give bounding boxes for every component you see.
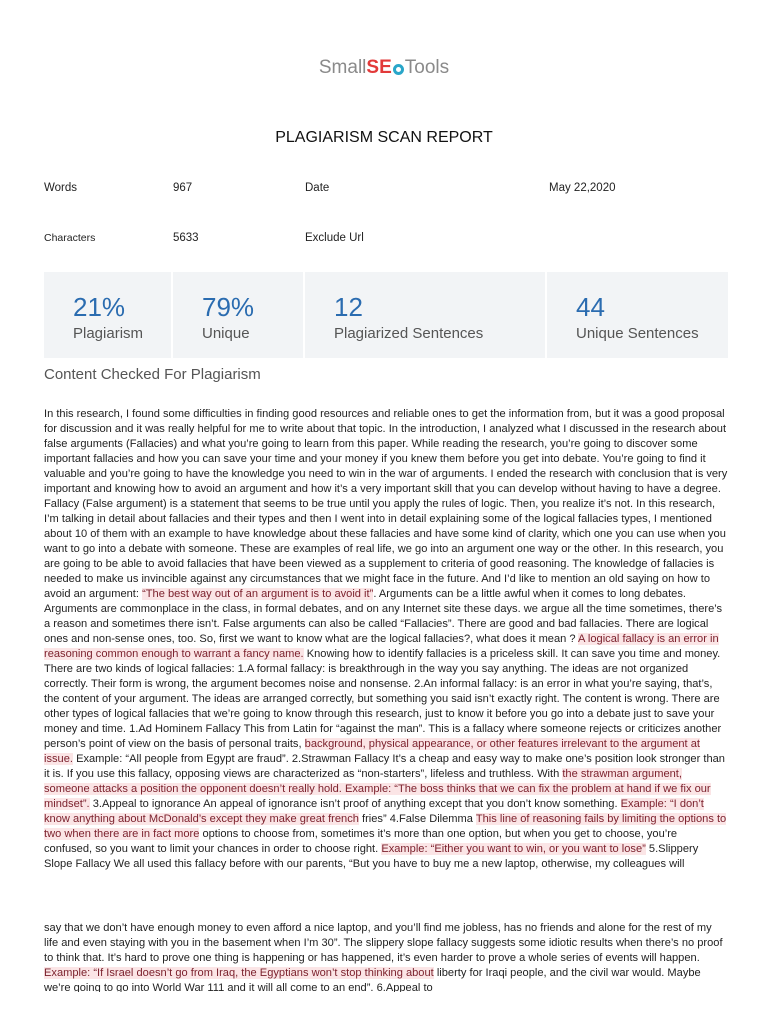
content-section-title: Content Checked For Plagiarism bbox=[44, 366, 261, 383]
plagiarized-sentence[interactable]: background, physical appearance, or other features irrelevant to the argument at issue. bbox=[44, 738, 700, 765]
characters-value: 5633 bbox=[173, 232, 199, 244]
stat-unique-sentences bbox=[547, 272, 728, 358]
checked-content-paragraph-continued: say that we don’t have enough money to even afford a nice laptop, and you’ll find me jobless, has no friends and alone for the rest of my life and even staying with you in the basement when I’m 30”. The slippery slope fallacy suggests some idiotic results when there’s no proof to think that. It’s hard to prove one thing is happening or has happened, it’s even harder to prove a whole series of events will happen. Example: “If Israel doesn’t go from Iraq, the Egyptians won’t stop thinking about liberty for Iraqi people, and the civil war would. Maybe we’re going to go into World War 111 and it will all come to an end”. 6.Appeal to bbox=[44, 922, 723, 992]
plagiarized-sentence[interactable]: “The best way out of an argument is to avoid it” bbox=[142, 588, 374, 600]
stat-unique bbox=[173, 272, 303, 358]
plagiarized-sentence[interactable]: Example: “Either you want to win, or you want to lose” bbox=[381, 843, 646, 855]
plagiarized-sentence[interactable]: Example: “If Israel doesn’t go from Iraq, the Egyptians won’t stop thinking about bbox=[44, 967, 434, 979]
words-value: 967 bbox=[173, 182, 193, 194]
date-value: May 22,2020 bbox=[549, 182, 616, 194]
exclude-url-label: Exclude Url bbox=[305, 232, 364, 244]
date-label: Date bbox=[305, 182, 330, 194]
smallseotools-logo[interactable]: SmallSE Tools bbox=[318, 57, 450, 78]
stat-value: 12 bbox=[334, 292, 363, 322]
plagiarized-sentence[interactable]: A logical fallacy is an error in reasoning common enough to warrant a fancy name. bbox=[44, 633, 719, 660]
words-label: Words bbox=[44, 182, 78, 194]
stats-panel bbox=[44, 272, 728, 358]
stat-value: 21% bbox=[73, 292, 126, 322]
stat-value: 44 bbox=[576, 292, 605, 322]
stat-label: Unique bbox=[202, 325, 250, 342]
magnifier-icon bbox=[393, 64, 404, 75]
checked-content-paragraph: In this research, I found some difficulties in finding good resources and reliable ones to get the information from, but it was a good proposal for discussion and it was really helpful for me to write about that topic. In the introduction, I analyzed what I discussed in the research about false arguments (Fallacies) and what you’re going to learn from this paper. While reading the research, you’re going to discover some important fallacies and how you can save your time and your money if you knew them before you get into debate. You’re going to find it valuable and you’re going to have the knowledge you need to win in the war of arguments. I ended the research with conclusion that is very important and knowing how to avoid an argument and how it’s a very important skill that you can develop without having to have a degree. Fallacy (False argument) is a statement that seems to be true until you apply the rules of logic. Then, you realize it’s not. In this research, I’m talking in detail about fallacies and their types and then I went into in detail explaining some of the logical fallacies types, I mentioned about 10 of them with an example to have knowledge about these fallacies and have some kind of clarity, which one you can use when you want to go into a debate with someone. These are examples of real life, we go into an argument one way or the other. In this research, you are going to be able to avoid fallacies that have been viewed as a supplement to criteria of good reasoning. The knowledge of fallacies is needed to make us invincible against any circumstances that we might face in the future. And I’d like to mention an old saying on how to avoid an argument: “The best way out of an argument is to avoid it”. Arguments can be a little awful when it comes to long debates. Arguments are commonplace in the class, in formal debates, and on any Internet site these days. we argue all the time sometimes, there’s a reason and sometimes there isn’t. False arguments can also be called “Fallacies”. There are good and bad fallacies. There are logical ones and non-sense ones, too. So, first we want to know what are the logical fallacies?, what does it mean ? A logical fallacy is an error in reasoning common enough to warrant a fancy name. Knowing how to identify fallacies is a priceless skill. It can save you time and money. There are two kinds of logical fallacies: 1.A formal fallacy: is breakthrough in the way you say anything. The ideas are not organized correctly. Their form is wrong, the argument becomes noise and nonsense. 2.An informal fallacy: is an error in what you’re saying, that’s, the content of your argument. The ideas are arranged correctly, but something you said isn’t exactly right. The content is wrong. There are other types of logical fallacies that we’re going to know through this research, just to know it before you go into a debate just to save your money and time. 1.Ad Hominem Fallacy This from Latin for “against the man”. This is a fallacy where someone rejects or criticizes another person’s point of view on the basis of personal traits, background, physical appearance, or other features irrelevant to the argument at issue. Example: “All people from Egypt are fraud”. 2.Strawman Fallacy It’s a cheap and easy way to make one’s position look stronger than it is. If you use this fallacy, opposing views are characterized as “non-starters”, lifeless and truthless. With the strawman argument, someone attacks a position the opponent doesn’t really hold. Example: “The boss thinks that we can fix the problem at hand if we fix our mindset”. 3.Appeal to ignorance An appeal of ignorance isn’t proof of anything except that you don’t know something. Example: “I don’t know anything about McDonald’s except they make great french fries” 4.False Dilemma This line of reasoning fails by limiting the options to two when there are in fact more options to choose from, sometimes it’s more than one option, but when you get to choose, you’re confused, so you want to limit your chances in order to choose right. Example: “Either you want to win, or you want to lose” 5.Slippery Slope Fallacy We all used this fallacy before with our parents, “But you have to buy me a new laptop, otherwise, my colleagues will bbox=[44, 408, 728, 870]
report-title: PLAGIARISM SCAN REPORT bbox=[275, 129, 493, 146]
plagiarized-sentence[interactable]: This line of reasoning fails by limiting the options to two when there are in fact more bbox=[44, 813, 727, 840]
characters-label: Characters bbox=[44, 232, 96, 244]
stat-label: Unique Sentences bbox=[576, 325, 699, 342]
plagiarized-sentence[interactable]: the strawman argument, someone attacks a position the opponent doesn’t really hold. Example: “The boss thinks that we can fix the problem at hand if we fix our mindset”. bbox=[44, 768, 711, 810]
stat-plagiarized-sentences bbox=[305, 272, 545, 358]
plagiarized-sentence[interactable]: Example: “I don’t know anything about McDonald’s except they make great french bbox=[44, 798, 704, 825]
stat-value: 79% bbox=[202, 292, 255, 322]
stat-plagiarism bbox=[44, 272, 171, 358]
stat-label: Plagiarism bbox=[73, 325, 144, 342]
stat-label: Plagiarized Sentences bbox=[334, 325, 484, 342]
